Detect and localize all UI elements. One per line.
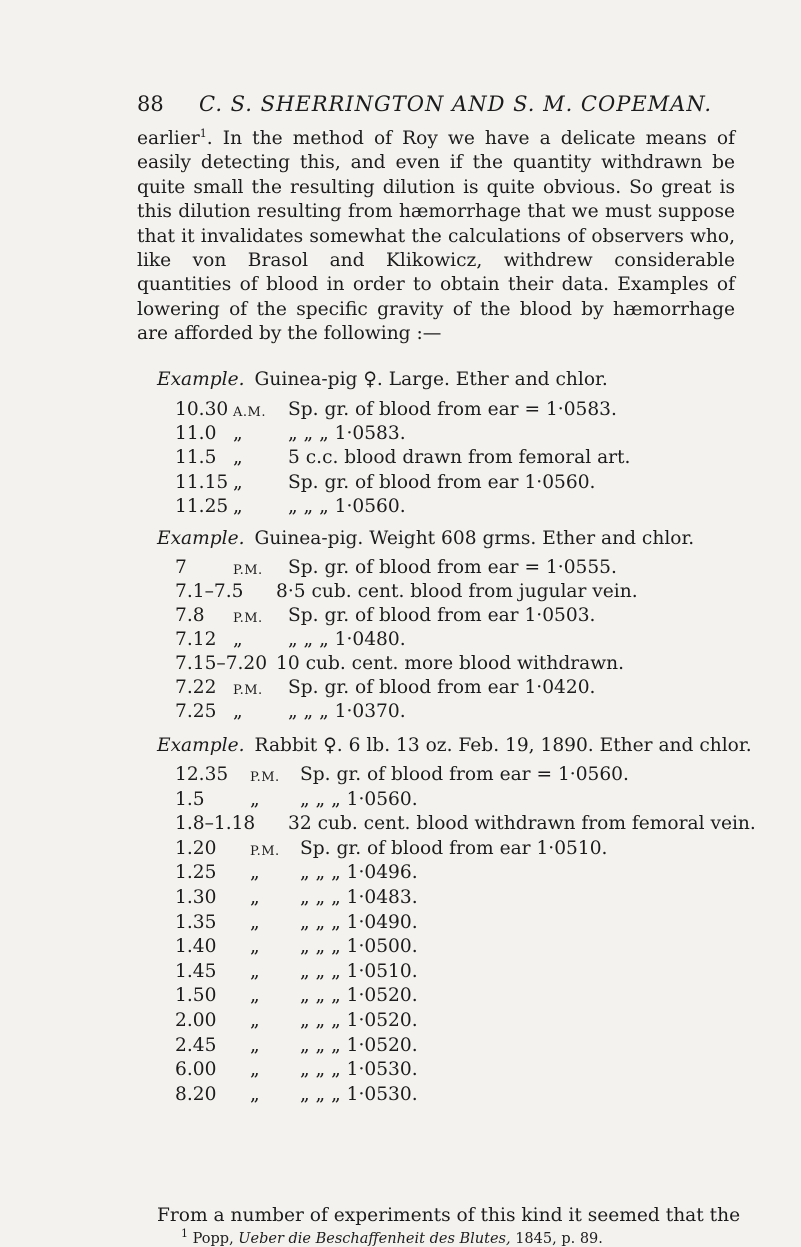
row-time: 1.35 [175, 911, 217, 933]
row-unit: „ [233, 495, 243, 517]
row-text: „ „ „ 1·0583. [288, 423, 406, 445]
row-time: 1.8–1.18 [175, 813, 256, 835]
example-heading [157, 528, 694, 549]
row-time: 11.0 [175, 423, 217, 445]
footnote [181, 1227, 603, 1247]
row-unit: P.M. [250, 770, 280, 785]
row-time: 12.35 [175, 764, 229, 785]
row-time: 11.15 [175, 471, 229, 493]
row-unit: „ [250, 985, 260, 1007]
intro-paragraph [137, 127, 735, 347]
row-text: Sp. gr. of blood from ear 1·0510. [300, 837, 608, 859]
row-time: 2.45 [175, 1034, 217, 1056]
row-time: 7.25 [175, 701, 217, 722]
row-text: „ „ „ 1·0530. [300, 1059, 418, 1081]
footnote-title: Ueber die Beschaffenheit des Blutes, [238, 1231, 511, 1247]
example-heading-text: Rabbit ♀. 6 lb. 13 oz. Feb. 19, 1890. Ether and chlor. [254, 735, 752, 756]
row-unit: P.M. [233, 563, 263, 578]
intro-text-start: earlier [137, 128, 200, 149]
example-label: Example. [157, 369, 245, 390]
row-text: 5 c.c. blood drawn from femoral art. [288, 447, 631, 469]
row-time: 8.20 [175, 1083, 217, 1105]
row-time: 7.22 [175, 677, 217, 698]
row-time: 1.5 [175, 788, 205, 810]
row-text: 10 cub. cent. more blood withdrawn. [276, 653, 625, 674]
row-text: „ „ „ 1·0520. [300, 1034, 418, 1056]
row-unit: „ [250, 1059, 260, 1081]
row-unit: P.M. [233, 611, 263, 626]
row-unit: „ [250, 960, 260, 982]
row-time: 2.00 [175, 1010, 217, 1031]
row-unit: „ [233, 423, 243, 445]
row-time: 7.8 [175, 605, 205, 626]
example-heading [157, 735, 752, 756]
row-time: 1.50 [175, 985, 217, 1007]
intro-text-body: . In the method of Roy we have a delicate means of easily detecting this, and even if the quantity withdrawn be quite small the resulting dilution is quite obvious. So great is this dilution resulting from hæmorrhage that we must suppose that it invalidates somewhat the calculations of observers who, like von Brasol and Klikowicz, withdrew considerable quantities of blood in order to obtain their data. Examples of lowering of the specific gravity of the blood by hæmorrhage are afforded by the following :— [137, 128, 735, 345]
row-time: 10.30 [175, 399, 229, 420]
row-unit: „ [250, 936, 260, 958]
row-unit: „ [250, 887, 260, 908]
row-text: „ „ „ 1·0520. [300, 1010, 418, 1031]
row-unit: P.M. [233, 683, 263, 698]
row-text: „ „ „ 1·0480. [288, 629, 406, 650]
row-time: 7.1–7.5 [175, 581, 244, 602]
row-time: 6.00 [175, 1059, 217, 1081]
row-text: Sp. gr. of blood from ear = 1·0583. [288, 399, 617, 420]
row-time: 7.12 [175, 629, 217, 650]
row-text: „ „ „ 1·0520. [300, 985, 418, 1007]
row-text: Sp. gr. of blood from ear = 1·0555. [288, 557, 617, 578]
row-unit: „ [250, 1010, 260, 1031]
row-text: Sp. gr. of blood from ear 1·0503. [288, 605, 596, 626]
row-text: „ „ „ 1·0500. [300, 936, 418, 958]
row-unit: P.M. [250, 843, 280, 859]
row-time: 11.5 [175, 447, 217, 469]
row-unit: „ [250, 788, 260, 810]
example-heading [157, 369, 608, 390]
row-text: 32 cub. cent. blood withdrawn from femoral vein. [288, 813, 756, 835]
row-text: Sp. gr. of blood from ear 1·0420. [288, 677, 596, 698]
row-text: Sp. gr. of blood from ear 1·0560. [288, 471, 596, 493]
footnote-marker: 1 [181, 1227, 188, 1241]
row-unit: „ [250, 911, 260, 933]
page-number: 88 [137, 92, 164, 116]
row-text: „ „ „ 1·0560. [300, 788, 418, 810]
row-text: „ „ „ 1·0560. [288, 495, 406, 517]
running-title: C. S. SHERRINGTON AND S. M. COPEMAN. [199, 92, 713, 116]
row-unit: „ [233, 471, 243, 493]
row-time: 1.25 [175, 862, 217, 884]
row-time: 7 [175, 557, 187, 578]
row-text: Sp. gr. of blood from ear = 1·0560. [300, 764, 629, 785]
row-time: 1.40 [175, 936, 217, 958]
row-unit: „ [233, 447, 243, 469]
row-text: „ „ „ 1·0530. [300, 1083, 418, 1105]
row-text: „ „ „ 1·0510. [300, 960, 418, 982]
row-text: „ „ „ 1·0496. [300, 862, 418, 884]
footnote-reference: 1 [199, 126, 207, 140]
row-unit: A.M. [233, 405, 266, 420]
example-label: Example. [157, 528, 245, 549]
row-unit: „ [250, 1083, 260, 1105]
closing-line: From a number of experiments of this kind it seemed that the [157, 1205, 741, 1226]
row-unit: „ [250, 1034, 260, 1056]
row-text: „ „ „ 1·0490. [300, 911, 418, 933]
row-unit: „ [233, 701, 243, 722]
row-time: 1.20 [175, 837, 217, 859]
example-heading-text: Guinea-pig. Weight 608 grms. Ether and chlor. [254, 528, 695, 549]
row-time: 7.15–7.20 [175, 653, 268, 674]
row-time: 11.25 [175, 495, 229, 517]
footnote-citation: 1845, p. 89. [515, 1231, 603, 1247]
row-time: 1.45 [175, 960, 217, 982]
row-unit: „ [250, 862, 260, 884]
row-text: 8·5 cub. cent. blood from jugular vein. [276, 581, 638, 602]
row-unit: „ [233, 629, 243, 650]
row-time: 1.30 [175, 887, 217, 908]
example-label: Example. [157, 735, 245, 756]
example-heading-text: Guinea-pig ♀. Large. Ether and chlor. [254, 369, 608, 390]
row-text: „ „ „ 1·0483. [300, 887, 418, 908]
footnote-author: Popp, [192, 1231, 234, 1247]
row-text: „ „ „ 1·0370. [288, 701, 406, 722]
